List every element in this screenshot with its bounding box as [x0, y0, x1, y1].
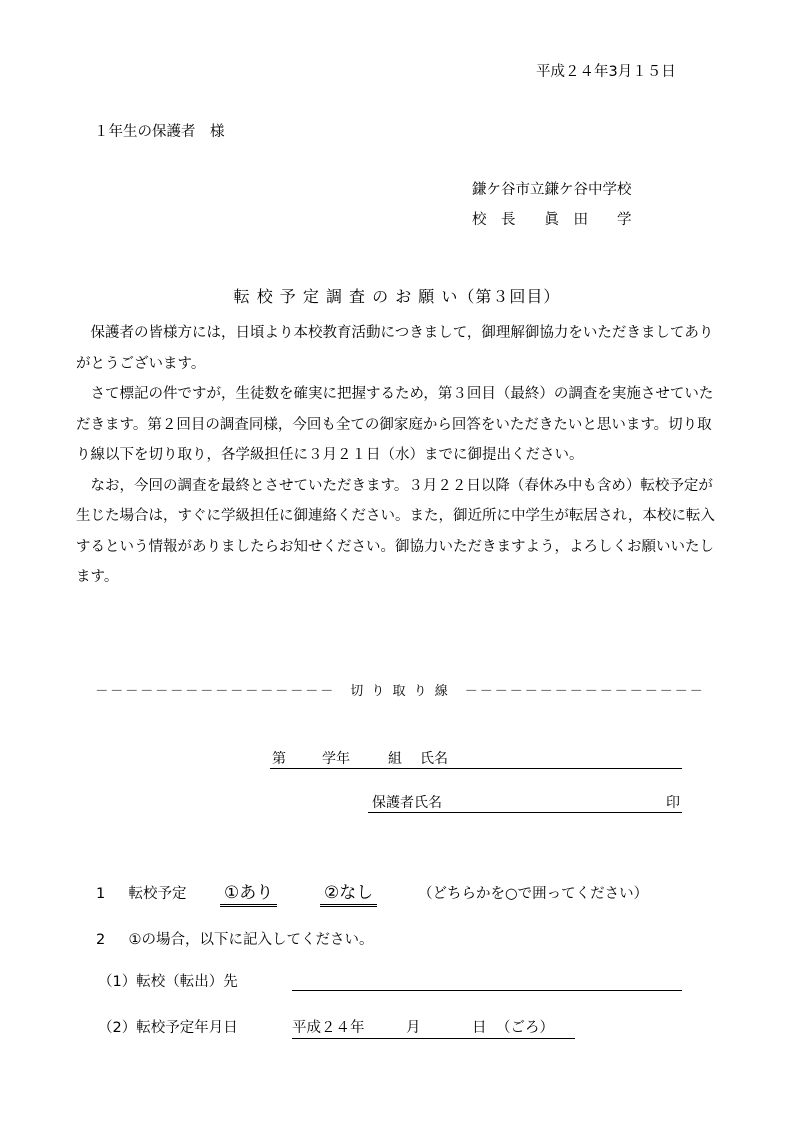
transfer-destination-field[interactable]	[292, 990, 682, 991]
document-date: 平成２４年3月１５日	[536, 64, 676, 80]
month-label: 月	[406, 1020, 421, 1036]
grade-label: 学年	[322, 751, 350, 767]
paragraph-2: さて標記の件ですが，生徒数を確実に把握するため，第３回目（最終）の調査を実施させていただきます。第２回目の調査同様，今回も全ての御家庭から回答をいただきたいと思います。切り取り線以下を切り取り，各学級担任に３月２１日（水）までに御提出ください。	[76, 386, 714, 463]
guardian-name-field[interactable]	[368, 790, 682, 813]
transfer-date-label: （2）転校予定年月日	[98, 1020, 238, 1036]
q1-note: （どちらかを○で囲ってください）	[418, 886, 649, 902]
student-name-label: 氏名	[420, 751, 448, 767]
principal-name: 校 長 眞 田 学	[472, 212, 632, 228]
grade-prefix: 第	[272, 751, 286, 767]
question-2	[96, 928, 373, 949]
cut-line: －－－－－－－－－－－－－－－－ 切 り 取 り 線 －－－－－－－－－－－－－－－－	[95, 684, 705, 699]
question-1	[96, 882, 186, 903]
addressee: １年生の保護者 様	[94, 124, 225, 140]
paragraph-3: なお，今回の調査を最終とさせていただきます。３月２２日以降（春休み中も含め）転校予定が生じた場合は，すぐに学級担任に御連絡ください。また，御近所に中学生が転居され，本校に転入するという情報がありましたらお知せください。御協力いただきますよう，よろしくお願いいたします。	[76, 477, 715, 585]
letter-body	[76, 318, 724, 593]
class-label: 組	[388, 751, 402, 767]
option-no[interactable]: ②なし	[320, 878, 377, 907]
document-title: 転 校 予 定 調 査 の お 願 い（第３回目）	[233, 287, 561, 306]
approx-label: （ごろ）	[496, 1020, 554, 1036]
school-name: 鎌ケ谷市立鎌ケ谷中学校	[472, 182, 632, 198]
transfer-date-field[interactable]	[292, 1014, 575, 1039]
seal-label: 印	[666, 795, 680, 811]
q1-number: 1	[96, 886, 106, 902]
era-year: 平成２４年	[292, 1020, 365, 1036]
student-name-field[interactable]	[270, 746, 682, 769]
guardian-name-label: 保護者氏名	[372, 795, 442, 811]
day-label: 日	[472, 1020, 487, 1036]
q2-number: 2	[96, 932, 106, 948]
q1-label: 転校予定	[128, 886, 187, 902]
option-yes[interactable]: ①あり	[220, 878, 277, 907]
q2-text: ①の場合，以下に記入してください。	[128, 932, 374, 948]
paragraph-1: 保護者の皆様方には，日頃より本校教育活動につきまして，御理解御協力をいただきましてありがとうございます。	[76, 325, 714, 372]
transfer-destination-label: （1）転校（転出）先	[98, 974, 238, 990]
